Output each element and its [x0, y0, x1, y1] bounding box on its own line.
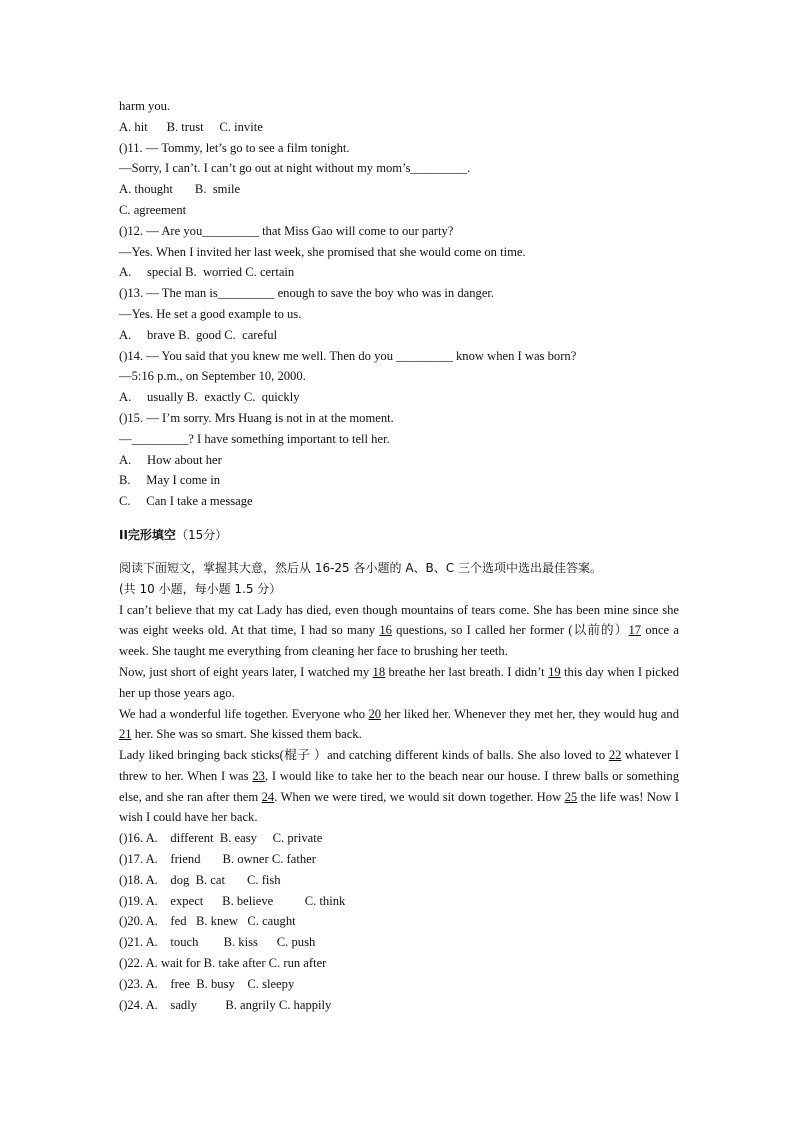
question-13: ()13. — The man is_________ enough to save the boy who was in danger.	[119, 286, 495, 301]
choice-16: ()16. A. different B. easy C. private	[119, 831, 323, 846]
question-11-reply: —Sorry, I can’t. I can’t go out at night without my mom’s_________.	[119, 161, 471, 176]
question-15-option-a: A. How about her	[119, 452, 222, 467]
passage-text: We had a wonderful life together. Everyone who	[119, 706, 369, 721]
passage-paragraph-4	[119, 745, 679, 828]
question-15: ()15. — I’m sorry. Mrs Huang is not in at the moment.	[119, 410, 394, 425]
document-page	[119, 96, 679, 1015]
passage-paragraph-3	[119, 704, 679, 746]
passage-text: this day when I picked her up those years ago.	[119, 664, 679, 700]
blank-17: 17	[628, 623, 642, 638]
choice-19: ()19. A. expect B. believe C. think	[119, 893, 346, 908]
passage-text: Now, just short of eight years later, I watched my	[119, 664, 373, 679]
q10-options: A. hit B. trust C. invite	[119, 119, 263, 134]
section-instruction-2: (共 10 小题，每小题 1.5 分）	[119, 581, 282, 596]
passage-text: her liked her. Whenever they met her, they would hug and	[381, 706, 679, 721]
carry-over-text: harm you.	[119, 99, 171, 113]
passage-text: questions, so I called her former (以前的）	[391, 623, 629, 638]
section-title: II完形填空	[119, 527, 176, 542]
choice-23: ()23. A. free B. busy C. sleepy	[119, 976, 295, 991]
section-points: （15分）	[175, 527, 228, 542]
question-14-reply: —5:16 p.m., on September 10, 2000.	[119, 369, 306, 384]
question-12-reply: —Yes. When I invited her last week, she promised that she would come on time.	[119, 244, 526, 259]
blank-18: 18	[372, 664, 386, 679]
choice-21: ()21. A. touch B. kiss C. push	[119, 935, 316, 950]
blank-16: 16	[379, 623, 392, 638]
choice-17: ()17. A. friend B. owner C. father	[119, 852, 316, 867]
choice-24: ()24. A. sadly B. angrily C. happily	[119, 997, 332, 1012]
choice-20: ()20. A. fed B. knew C. caught	[119, 914, 296, 929]
question-11-option-c: C. agreement	[119, 202, 187, 217]
passage-text: breathe her last breath. I didn’t	[385, 664, 549, 679]
passage-text: her. She was so smart. She kissed them back.	[131, 727, 362, 742]
question-12-options: A. special B. worried C. certain	[119, 265, 295, 280]
passage-text: . When we were tired, we would sit down together. How	[274, 789, 565, 804]
question-13-reply: —Yes. He set a good example to us.	[119, 306, 302, 321]
section-heading	[119, 525, 679, 546]
blank-19: 19	[548, 664, 561, 679]
blank-22: 22	[608, 748, 622, 763]
choice-18: ()18. A. dog B. cat C. fish	[119, 872, 281, 887]
question-11: ()11. — Tommy, let’s go to see a film tonight.	[119, 140, 350, 155]
passage-text: Lady liked bringing back sticks(棍子 ）and catching different kinds of balls. She also loved to	[119, 748, 609, 763]
passage-text: the life was! Now I wish I could have her back.	[119, 789, 679, 825]
blank-25: 25	[564, 789, 578, 804]
question-13-options: A. brave B. good C. careful	[119, 327, 278, 342]
passage-paragraph-1	[119, 600, 679, 662]
blank-20: 20	[368, 706, 382, 721]
passage-paragraph-2	[119, 662, 679, 704]
passage-text: , I would like to take her to the beach near our house. I threw balls or something else, and she ran after them	[119, 768, 679, 804]
blank-24: 24	[261, 789, 275, 804]
blank-21: 21	[119, 727, 132, 742]
question-15-option-c: C. Can I take a message	[119, 494, 253, 509]
question-14-options: A. usually B. exactly C. quickly	[119, 390, 300, 405]
question-15-reply: —_________? I have something important to tell her.	[119, 431, 390, 446]
passage-text: I can’t believe that my cat Lady has died, even though mountains of tears come. She has been mine since she was eight weeks old. At that time, I had so many	[119, 602, 679, 638]
question-15-option-b: B. May I come in	[119, 473, 221, 488]
passage-text: once a week. She taught me everything from cleaning her face to brushing her teeth.	[119, 623, 679, 659]
question-14: ()14. — You said that you knew me well. Then do you _________ know when I was born?	[119, 348, 577, 363]
choice-22: ()22. A. wait for B. take after C. run after	[119, 956, 327, 971]
section-instruction: 阅读下面短文，掌握其大意，然后从 16-25 各小题的 A、B、C 三个选项中选出最佳答案。	[119, 560, 602, 575]
question-12: ()12. — Are you_________ that Miss Gao will come to our party?	[119, 223, 454, 238]
blank-23: 23	[252, 768, 265, 783]
passage-text: whatever I threw to her. When I was	[119, 748, 679, 783]
question-11-options-a-b: A. thought B. smile	[119, 182, 241, 197]
